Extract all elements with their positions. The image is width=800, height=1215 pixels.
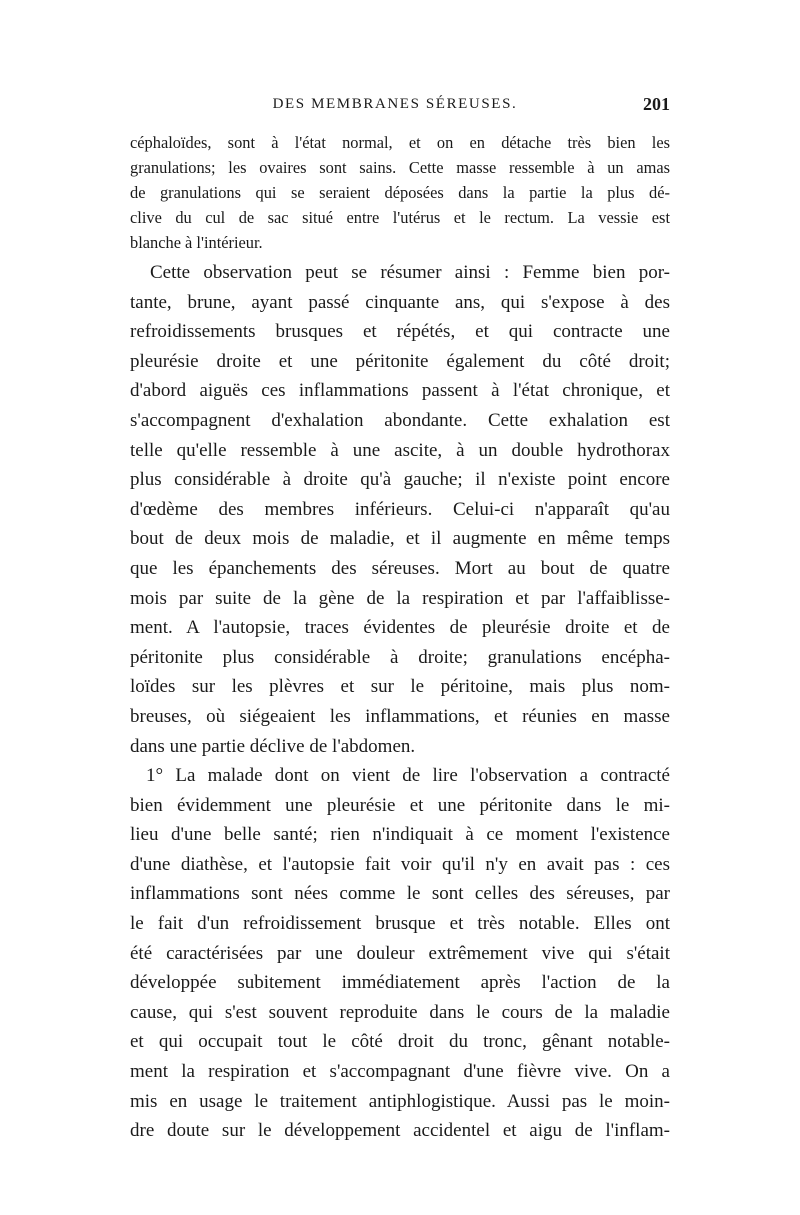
text-line: et qui occupait tout le côté droit du tronc, gênant notable- [130, 1031, 670, 1053]
text-line: que les épanchements des séreuses. Mort au bout de quatre [130, 557, 670, 579]
text-line: de granulations qui se seraient déposées dans la partie la plus dé- [130, 183, 670, 202]
text-line: d'une diathèse, et l'autopsie fait voir qu'il n'y en avait pas : ces [130, 853, 670, 875]
text-line: été caractérisées par une douleur extrêmement vive qui s'était [130, 942, 670, 964]
text-line: plus considérable à droite qu'à gauche; il n'existe point encore [130, 469, 670, 491]
text-line: tante, brune, ayant passé cinquante ans, qui s'expose à des [130, 291, 670, 313]
text-line: mois par suite de la gène de la respiration et par l'affaiblisse- [130, 587, 670, 609]
text-line: pleurésie droite et une péritonite également du côté droit; [130, 350, 670, 372]
text-line: céphaloïdes, sont à l'état normal, et on en détache très bien les [130, 133, 670, 152]
running-head [130, 94, 670, 118]
text-line: d'abord aiguës ces inflammations passent à l'état chronique, et [130, 380, 670, 402]
text-line: ment. A l'autopsie, traces évidentes de pleurésie droite et de [130, 617, 670, 639]
text-line: granulations; les ovaires sont sains. Cette masse ressemble à un amas [130, 158, 670, 177]
paragraph-2 [130, 258, 670, 761]
text-line: clive du cul de sac situé entre l'utérus et le rectum. La vessie est [130, 208, 670, 227]
text-line: le fait d'un refroidissement brusque et très notable. Elles ont [130, 913, 670, 935]
text-line: dans une partie déclive de l'abdomen. [130, 735, 416, 757]
text-line: loïdes sur les plèvres et sur le péritoine, mais plus nom- [130, 676, 670, 698]
text-line: bien évidemment une pleurésie et une péritonite dans le mi- [130, 794, 670, 816]
text-line: d'œdème des membres inférieurs. Celui-ci n'apparaît qu'au [130, 498, 670, 520]
paragraph-1 [130, 130, 670, 255]
text-line: s'accompagnent d'exhalation abondante. Cette exhalation est [130, 409, 670, 431]
text-line: 1° La malade dont on vient de lire l'observation a contracté [146, 765, 670, 787]
text-line: Cette observation peut se résumer ainsi : Femme bien por- [150, 262, 670, 283]
text-line: lieu d'une belle santé; rien n'indiquait à ce moment l'existence [130, 824, 670, 846]
page-number: 201 [643, 94, 670, 114]
paragraph-3 [130, 761, 670, 1146]
text-line: breuses, où siégeaient les inflammations, et réunies en masse [130, 705, 670, 727]
text-line: bout de deux mois de maladie, et il augmente en même temps [130, 528, 670, 550]
body-text [130, 258, 670, 1146]
running-title: DES MEMBRANES SÉREUSES. [272, 96, 518, 112]
text-line: dre doute sur le développement accidentel et aigu de l'inflam- [130, 1120, 670, 1142]
text-line: refroidissements brusques et répétés, et qui contracte une [130, 321, 670, 343]
text-line: inflammations sont nées comme le sont celles des séreuses, par [130, 883, 670, 905]
text-line: mis en usage le traitement antiphlogistique. Aussi pas le moin- [130, 1090, 670, 1112]
text-line: péritonite plus considérable à droite; granulations encépha- [130, 646, 670, 668]
text-line: développée subitement immédiatement après l'action de la [130, 972, 670, 994]
text-line: blanche à l'intérieur. [130, 233, 263, 252]
text-line: cause, qui s'est souvent reproduite dans le cours de la maladie [130, 1001, 670, 1023]
text-line: ment la respiration et s'accompagnant d'une fièvre vive. On a [130, 1061, 670, 1083]
text-line: telle qu'elle ressemble à une ascite, à un double hydrothorax [130, 439, 670, 461]
